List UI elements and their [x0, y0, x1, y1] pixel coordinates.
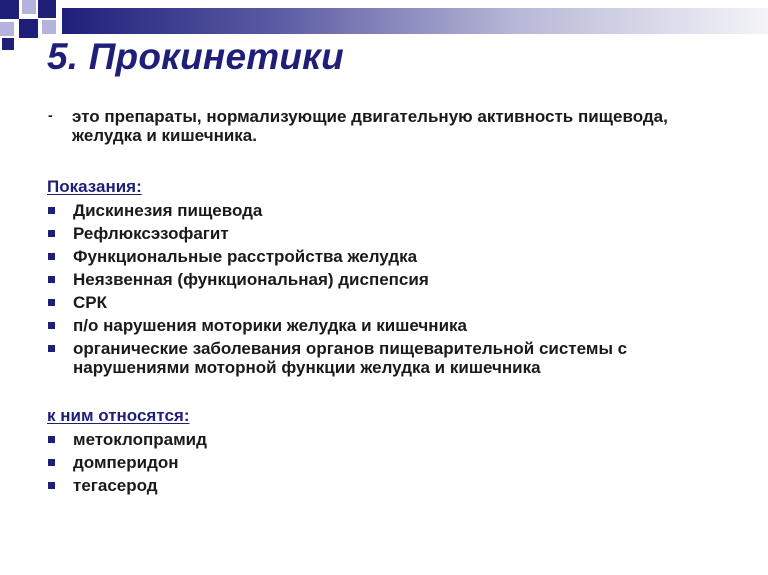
decor-square	[0, 22, 14, 36]
decor-square	[38, 0, 56, 18]
drugs-list	[47, 430, 737, 499]
list-item: п/о нарушения моторики желудка и кишечника	[47, 316, 737, 335]
bullet-icon	[48, 482, 55, 489]
list-item: Дискинезия пищевода	[47, 201, 737, 220]
drugs-heading: к ним относятся:	[47, 406, 190, 425]
list-item: тегасерод	[47, 476, 737, 495]
dash-marker: -	[48, 107, 53, 123]
bullet-icon	[48, 459, 55, 466]
bullet-icon	[48, 230, 55, 237]
list-item: Функциональные расстройства желудка	[47, 247, 737, 266]
decor-square	[22, 0, 36, 14]
bullet-icon	[48, 299, 55, 306]
bullet-icon	[48, 276, 55, 283]
list-item: домперидон	[47, 453, 737, 472]
list-item: Неязвенная (функциональная) диспепсия	[47, 270, 737, 289]
list-item: метоклопрамид	[47, 430, 737, 449]
indications-list	[47, 201, 737, 381]
bullet-icon	[48, 345, 55, 352]
definition-text: это препараты, нормализующие двигательную активность пищевода, желудка и кишечника.	[72, 107, 668, 145]
bullet-icon	[48, 322, 55, 329]
decor-square	[2, 38, 14, 50]
decor-square	[42, 20, 56, 34]
indications-heading: Показания:	[47, 177, 142, 196]
bullet-icon	[48, 436, 55, 443]
list-item: органические заболевания органов пищеварительной системы с нарушениями моторной функции желудка и кишечника	[47, 339, 737, 377]
bullet-icon	[48, 207, 55, 214]
list-item: Рефлюксэзофагит	[47, 224, 737, 243]
bullet-icon	[48, 253, 55, 260]
slide-title: 5. Прокинетики	[47, 36, 344, 77]
decor-square	[0, 0, 19, 19]
header-gradient-bar	[62, 8, 768, 34]
list-item: СРК	[47, 293, 737, 312]
decor-square	[19, 19, 38, 38]
